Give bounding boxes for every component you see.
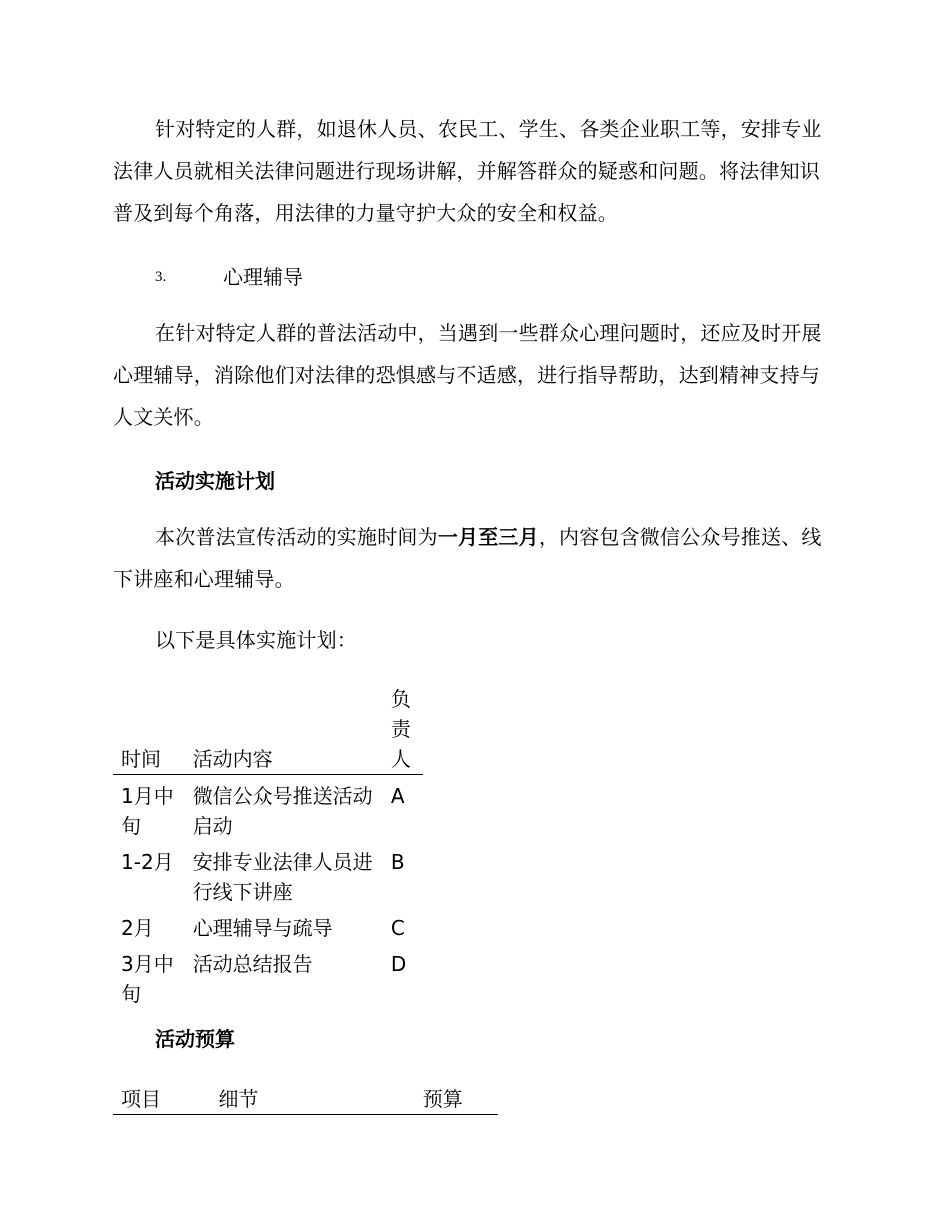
heading-implementation-plan: 活动实施计划 — [155, 469, 275, 493]
cell-content: 微信公众号推送活动启动 — [192, 784, 373, 838]
paragraph-plan-intro: 以下是具体实施计划： — [155, 628, 357, 652]
paragraph-implementation-time — [113, 516, 833, 600]
table-row — [113, 907, 423, 943]
cell-owner: A — [390, 784, 405, 808]
cell-time: 1-2月 — [121, 850, 174, 874]
header-owner: 负责人 — [383, 684, 423, 775]
cell-owner: D — [390, 952, 407, 976]
cell-content: 心理辅导与疏导 — [192, 916, 333, 940]
table-row — [113, 775, 423, 842]
header-budget: 预算 — [415, 1084, 498, 1115]
cell-owner: C — [390, 916, 405, 940]
header-content: 活动内容 — [185, 684, 383, 775]
header-detail: 细节 — [210, 1084, 414, 1115]
table-row — [113, 943, 423, 1009]
cell-content: 安排专业法律人员进行线下讲座 — [192, 850, 373, 904]
header-time: 时间 — [113, 684, 185, 775]
cell-time: 1月中旬 — [121, 784, 174, 838]
time-range-bold: 一月至三月 — [437, 525, 539, 549]
heading-budget: 活动预算 — [155, 1027, 235, 1051]
budget-table-header-row — [113, 1084, 498, 1115]
time-text-after: ，内容包含微信公众号推送、线下讲座和心理辅导。 — [113, 525, 822, 591]
section-number: 3. — [155, 269, 167, 285]
cell-time: 3月中旬 — [121, 952, 174, 1006]
time-text-before: 本次普法宣传活动的实施时间为 — [155, 525, 438, 549]
budget-table — [113, 1084, 498, 1115]
cell-content: 活动总结报告 — [192, 952, 313, 976]
plan-table-header-row — [113, 684, 423, 775]
header-item: 项目 — [113, 1084, 210, 1115]
paragraph-legal-lectures: 针对特定的人群，如退休人员、农民工、学生、各类企业职工等，安排专业法律人员就相关法律问题进行现场讲解，并解答群众的疑惑和问题。将法律知识普及到每个角落，用法律的力量守护大众的安全和权益。 — [113, 117, 822, 225]
plan-table — [113, 684, 423, 1009]
table-row — [113, 841, 423, 907]
cell-owner: B — [390, 850, 405, 874]
paragraph-psych-counseling: 在针对特定人群的普法活动中，当遇到一些群众心理问题时，还应及时开展心理辅导，消除他们对法律的恐惧感与不适感，进行指导帮助，达到精神支持与人文关怀。 — [113, 321, 822, 429]
section-title: 心理辅导 — [223, 265, 303, 289]
cell-time: 2月 — [121, 916, 154, 940]
